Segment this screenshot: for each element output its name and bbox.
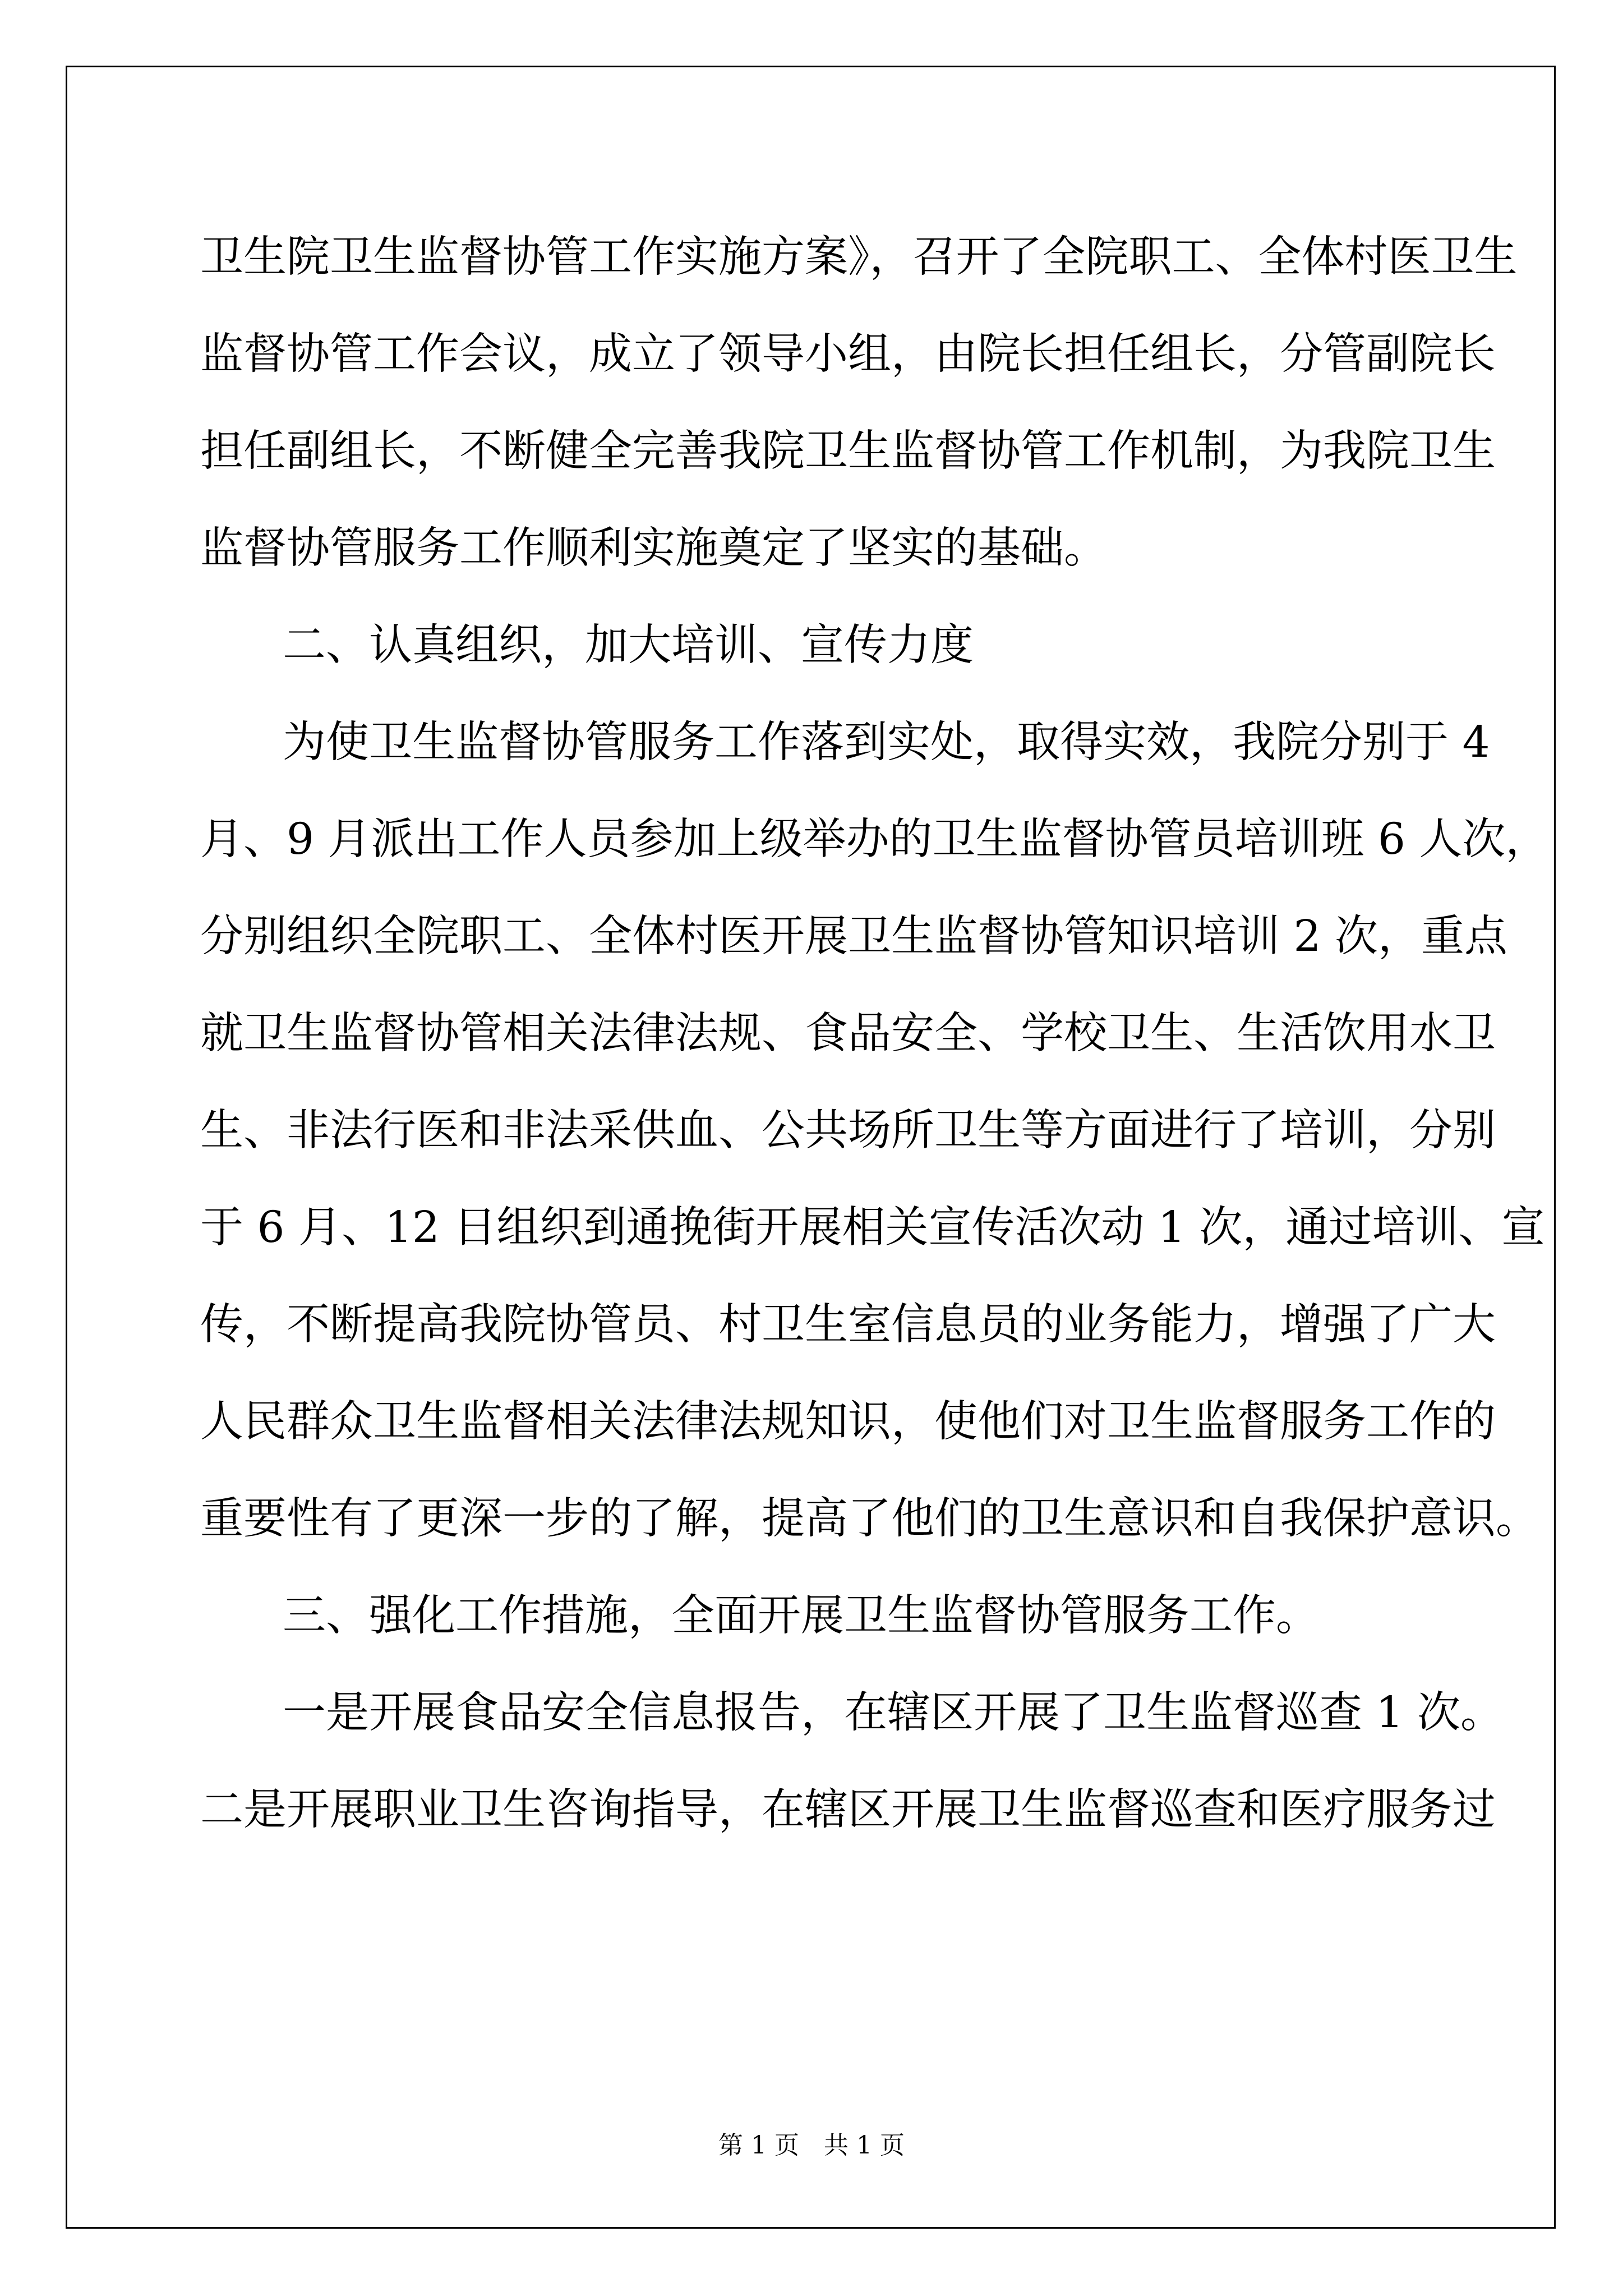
section-heading-2: 二、认真组织，加大培训、宣传力度 [283, 620, 974, 670]
text-line: 一是开展食品安全信息报告，在辖区开展了卫生监督巡查 1 次。 [283, 1688, 1504, 1738]
text-line: 二是开展职业卫生咨询指导，在辖区开展卫生监督巡查和医疗服务过 [200, 1785, 1496, 1835]
document-body [200, 209, 1549, 1858]
text-line: 传，不断提高我院协管员、村卫生室信息员的业务能力，增强了广大 [200, 1300, 1496, 1350]
page-footer [0, 2129, 1623, 2162]
text-line: 于 6 月、12 日组织到通挽街开展相关宣传活次动 1 次，通过培训、宣 [200, 1203, 1545, 1253]
text-line: 生、非法行医和非法采供血、公共场所卫生等方面进行了培训，分别 [200, 1106, 1496, 1156]
section-heading-3: 三、强化工作措施，全面开展卫生监督协管服务工作。 [283, 1591, 1319, 1641]
text-line: 月、9 月派出工作人员参加上级举办的卫生监督协管员培训班 6 人次， [200, 815, 1549, 864]
text-line: 重要性有了更深一步的了解，提高了他们的卫生意识和自我保护意识。 [200, 1494, 1539, 1544]
text-line: 监督协管工作会议，成立了领导小组，由院长担任组长，分管副院长 [200, 329, 1496, 379]
text-line: 分别组织全院职工、全体村医开展卫生监督协管知识培训 2 次，重点 [200, 912, 1507, 961]
text-line: 为使卫生监督协管服务工作落到实处，取得实效，我院分别于 4 [283, 717, 1490, 767]
text-line: 监督协管服务工作顺利实施奠定了坚实的基础。 [200, 523, 1107, 573]
page-total: 共 1 页 [824, 2131, 905, 2160]
text-line: 担任副组长，不断健全完善我院卫生监督协管工作机制，为我院卫生 [200, 426, 1496, 476]
text-line: 卫生院卫生监督协管工作实施方案》，召开了全院职工、全体村医卫生 [200, 232, 1518, 282]
text-line: 就卫生监督协管相关法律法规、食品安全、学校卫生、生活饮用水卫 [200, 1009, 1496, 1059]
page-number: 第 1 页 [718, 2131, 799, 2160]
text-line: 人民群众卫生监督相关法律法规知识，使他们对卫生监督服务工作的 [200, 1397, 1496, 1447]
